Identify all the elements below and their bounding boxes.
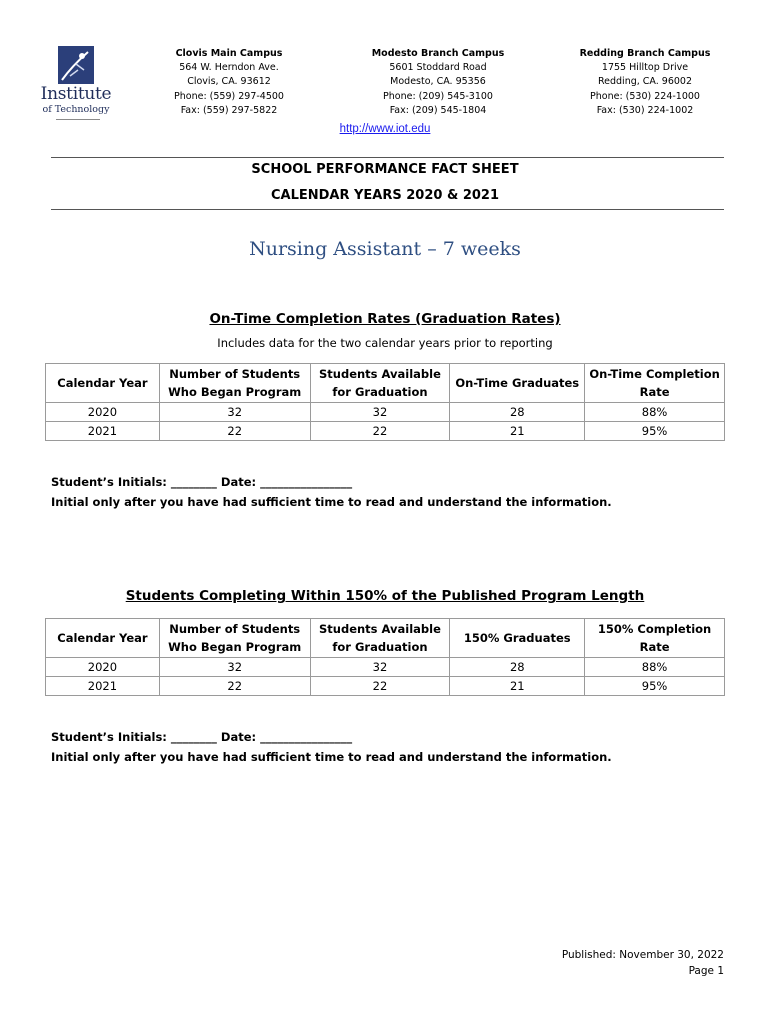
table-cell: 88% <box>585 658 725 677</box>
campus-city: Clovis, CA. 93612 <box>187 76 271 88</box>
section2-initials-note: Initial only after you have had sufficient time to read and understand the information. <box>51 750 612 764</box>
completion-150-table <box>45 618 725 696</box>
campus-modesto <box>358 47 518 118</box>
campus-fax: Fax: (530) 224-1002 <box>596 104 694 116</box>
divider-top <box>51 157 724 158</box>
program-title: Nursing Assistant – 7 weeks <box>249 238 521 260</box>
page-number: Page 1 <box>688 965 724 977</box>
table-row <box>46 403 725 422</box>
fact-sheet-years: CALENDAR YEARS 2020 & 2021 <box>270 188 500 203</box>
table-cell: 22 <box>159 677 310 696</box>
header-calendar-year: Calendar Year <box>46 364 160 403</box>
logo-name: Institute <box>40 84 112 104</box>
fact-sheet-title: SCHOOL PERFORMANCE FACT SHEET <box>251 162 519 177</box>
logo-divider <box>56 119 100 120</box>
header-calendar-year: Calendar Year <box>46 619 160 658</box>
section2-title: Students Completing Within 150% of the Published Program Length <box>125 588 645 604</box>
ontime-completion-table <box>45 363 725 441</box>
campus-name: Redding Branch Campus <box>579 48 711 59</box>
table-cell: 22 <box>310 422 450 441</box>
campus-clovis <box>149 47 309 118</box>
table-row <box>46 658 725 677</box>
logo-emblem-icon <box>58 46 94 84</box>
table-header-row <box>46 619 725 658</box>
header-rate: On-Time Completion Rate <box>585 364 725 403</box>
table-header-row <box>46 364 725 403</box>
table-row <box>46 422 725 441</box>
table-cell: 95% <box>585 677 725 696</box>
section1-title: On-Time Completion Rates (Graduation Rates) <box>209 311 561 327</box>
published-date: Published: November 30, 2022 <box>561 949 724 961</box>
campus-phone: Phone: (209) 545-3100 <box>383 90 493 102</box>
header-available: Students Available for Graduation <box>310 619 450 658</box>
table-cell: 88% <box>585 403 725 422</box>
campus-name: Clovis Main Campus <box>175 48 283 59</box>
table-cell: 21 <box>450 422 585 441</box>
section2-initials-line[interactable]: Student’s Initials: ________ Date: ________________ <box>51 730 353 744</box>
table-cell: 32 <box>159 658 310 677</box>
table-cell: 28 <box>450 403 585 422</box>
table-cell: 2021 <box>46 422 160 441</box>
table-cell: 95% <box>585 422 725 441</box>
header-rate: 150% Completion Rate <box>585 619 725 658</box>
header-graduates: On-Time Graduates <box>450 364 585 403</box>
website-link[interactable]: http://www.iot.edu <box>339 123 431 135</box>
table-row <box>46 677 725 696</box>
campus-name: Modesto Branch Campus <box>371 48 505 59</box>
table-cell: 32 <box>159 403 310 422</box>
header-began: Number of Students Who Began Program <box>159 619 310 658</box>
table-cell: 22 <box>310 677 450 696</box>
campus-phone: Phone: (530) 224-1000 <box>590 90 700 102</box>
campus-address: 1755 Hilltop Drive <box>601 62 689 74</box>
section1-initials-line[interactable]: Student’s Initials: ________ Date: ________________ <box>51 475 353 489</box>
table-cell: 2020 <box>46 658 160 677</box>
table-cell: 32 <box>310 658 450 677</box>
table-cell: 21 <box>450 677 585 696</box>
campus-fax: Fax: (559) 297-5822 <box>180 104 278 116</box>
table-cell: 2020 <box>46 403 160 422</box>
campus-fax: Fax: (209) 545-1804 <box>389 104 487 116</box>
header-began: Number of Students Who Began Program <box>159 364 310 403</box>
divider-bottom <box>51 209 724 210</box>
campus-address: 5601 Stoddard Road <box>389 62 487 74</box>
institute-logo <box>36 44 126 124</box>
campus-city: Modesto, CA. 95356 <box>390 76 486 88</box>
campus-phone: Phone: (559) 297-4500 <box>174 90 284 102</box>
header-available: Students Available for Graduation <box>310 364 450 403</box>
campus-city: Redding, CA. 96002 <box>597 76 693 88</box>
section1-initials-note: Initial only after you have had sufficient time to read and understand the information. <box>51 495 612 509</box>
header-graduates: 150% Graduates <box>450 619 585 658</box>
table-cell: 28 <box>450 658 585 677</box>
section1-subtitle: Includes data for the two calendar years prior to reporting <box>217 336 553 350</box>
logo-subname: of Technology <box>42 104 110 115</box>
campus-address: 564 W. Herndon Ave. <box>179 62 279 74</box>
table-cell: 32 <box>310 403 450 422</box>
table-cell: 2021 <box>46 677 160 696</box>
table-cell: 22 <box>159 422 310 441</box>
footer <box>562 947 724 979</box>
campus-redding <box>565 47 725 118</box>
